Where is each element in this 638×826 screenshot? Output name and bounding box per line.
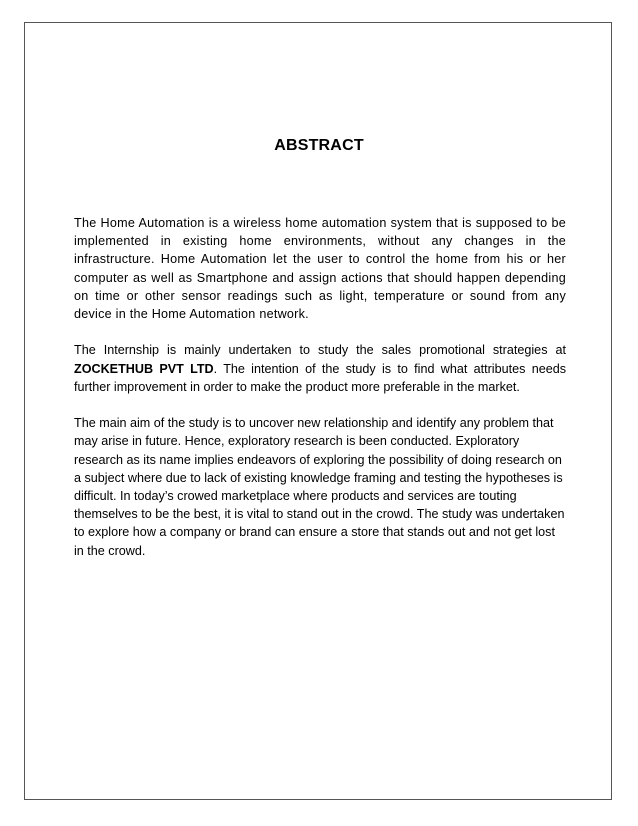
paragraph-internship-rest: . The intention of the study is to find what attributes needs further improvement in order to make the product more preferable in the market.: [74, 361, 567, 394]
company-name: ZOCKETHUB PVT LTD: [74, 361, 214, 376]
paragraph-internship: [74, 341, 566, 396]
abstract-body: [74, 214, 566, 578]
paragraph-study-aim: The main aim of the study is to uncover new relationship and identify any problem that may arise in future. Hence, exploratory research is been conducted. Exploratory research as its name implies endeavors of exploring the possibility of doing research on a subject where due to lack of existing knowledge framing and testing the hypotheses is difficult. In today’s crowed marketplace where products and services are touting themselves to be the best, it is vital to stand out in the crowd. The study was undertaken to explore how a company or brand can ensure a store that stands out and not get lost in the crowd.: [74, 416, 565, 558]
paragraph-internship-intro: The Internship is mainly undertaken to study the sales promotional strategies at: [74, 343, 566, 358]
paragraph-home-automation: The Home Automation is a wireless home automation system that is supposed to be implemented in existing home environments, without any changes in the infrastructure. Home Automation let the user to control the home from his or her computer as well as Smartphone and assign actions that should happen depending on time or other sensor readings such as light, temperature or sound from any device in the Home Automation network.: [74, 216, 566, 322]
abstract-title: ABSTRACT: [274, 137, 364, 154]
